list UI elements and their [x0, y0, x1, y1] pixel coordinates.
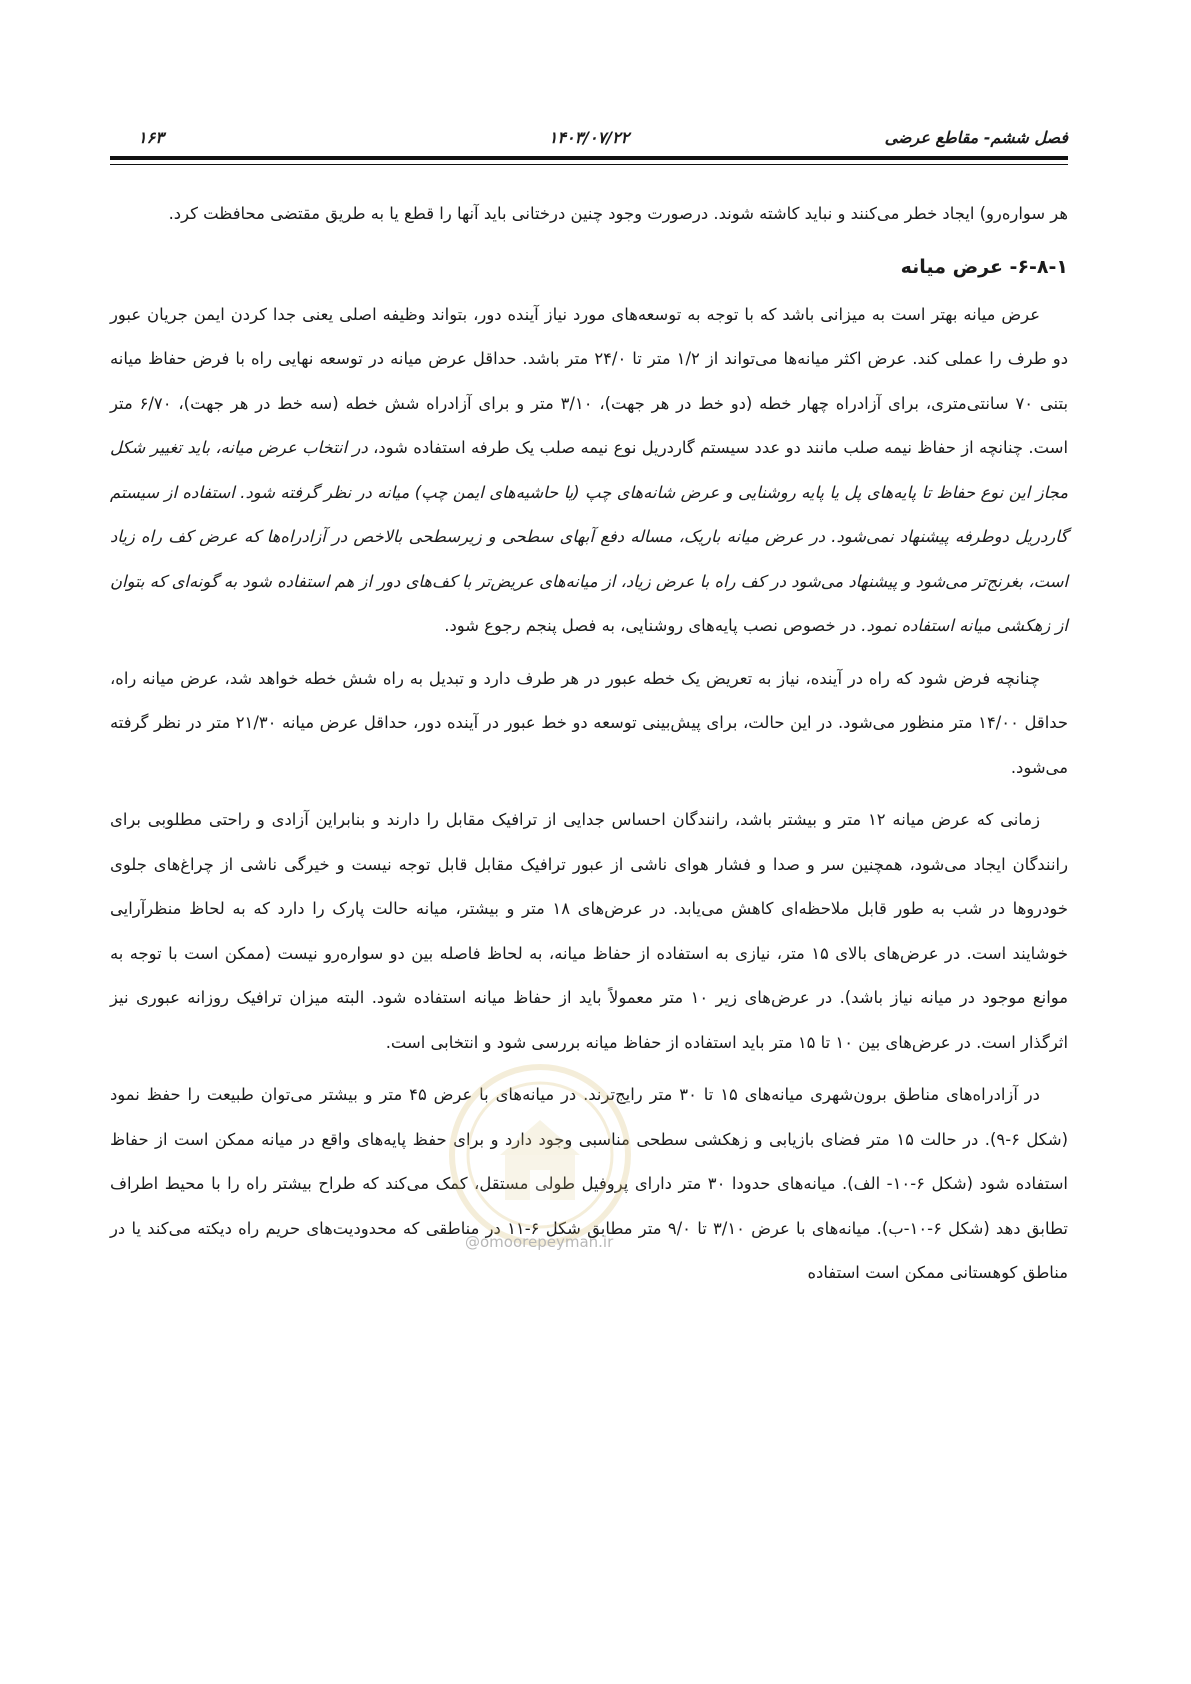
paragraph-median-width	[110, 293, 1068, 649]
header-rule-thick	[110, 156, 1068, 160]
paragraph-future-widening: چنانچه فرض شود که راه در آینده، نیاز به تعریض یک خطه عبور در هر طرف دارد و تبدیل به راه شش خطه خواهد شد، عرض میانه راه، حداقل ۱۴/۰۰ متر منظور می‌شود. در این حالت، برای پیش‌بینی توسعه دو خط عبور در آینده دور، حداقل عرض میانه ۲۱/۳۰ متر در نظر گرفته می‌شود.	[110, 668, 1068, 777]
paragraph-text: در خصوص نصب پایه‌های روشنایی، به فصل پنجم رجوع شود.	[444, 616, 862, 635]
page-body	[110, 192, 1068, 1304]
section-heading: ۶-۸-۱- عرض میانه	[900, 255, 1068, 278]
paragraph-driver-comfort: زمانی که عرض میانه ۱۲ متر و بیشتر باشد، رانندگان احساس جدایی از ترافیک مقابل را دارند و بنابراین آزادی و راحتی مطلوبی برای رانندگان ایجاد می‌شود، همچنین سر و صدا و فشار هوای ناشی از عبور ترافیک مقابل قابل توجه نیست و خیرگی ناشی از چراغ‌های جلوی خودروها در شب به طور قابل ملاحظه‌ای کاهش می‌یابد. در عرض‌های ۱۸ متر و بیشتر، میانه حالت پارک را دارد که به لحاظ منظرآرایی خوشایند است. در عرض‌های بالای ۱۵ متر، نیازی به استفاده از حفاظ میانه، به لحاظ فاصله بین دو سواره‌رو نیست (ممکن است با توجه به موانع موجود در میانه نیاز باشد). در عرض‌های زیر ۱۰ متر معمولاً باید از حفاظ میانه استفاده شود. البته میزان ترافیک روزانه عبوری نیز اثرگذار است. در عرض‌های بین ۱۰ تا ۱۵ متر باید استفاده از حفاظ میانه بررسی شود و انتخابی است.	[110, 810, 1068, 1052]
watermark-url: @omoorepeyman.ir	[465, 1233, 614, 1251]
paragraph-text: عرض میانه بهتر است به میزانی باشد که با توجه به توسعه‌های مورد نیاز آینده دور، بتواند وظیفه اصلی یعنی جدا کردن ایمن جریان عبور دو طرف را عملی کند. عرض اکثر میانه‌ها می‌تواند از ۱/۲ متر تا ۲۴/۰ متر باشد. حداقل عرض میانه در توسعه نهایی راه با فرض حفاظ میانه بتنی ۷۰ سانتی‌متری، برای آزادراه چهار خطه (دو خط در هر جهت)، ۳/۱۰ متر و برای آزادراه شش خطه (سه خط در هر جهت)، ۶/۷۰ متر است. چنانچه از حفاظ نیمه صلب مانند دو عدد سیستم گاردریل نوع نیمه صلب یک طرفه استفاده شود،	[110, 304, 1069, 457]
page-header	[110, 128, 1068, 150]
italic-passage: در انتخاب عرض میانه، باید تغییر شکل مجاز این نوع حفاظ تا پایه‌های پل یا پایه روشنایی و عرض شانه‌های چپ (یا حاشیه‌های ایمن چپ) میانه در نظر گرفته شود. استفاده از سیستم گاردریل دوطرفه پیشنهاد نمی‌شود. در عرض میانه باریک، مساله دفع آبهای سطحی و زیرسطحی بالاخص در آزادراه‌ها که عرض کف راه زیاد است، بغرنج‌تر می‌شود و پیشنهاد می‌شود در کف راه با عرض زیاد، از میانه‌های عریض‌تر با کف‌های دور از هم استفاده شود به گونه‌ای که بتوان از زهکشی میانه استفاده نمود.	[110, 438, 1068, 635]
header-rule-thin	[110, 164, 1068, 165]
paragraph-rural-freeways: در آزادراه‌های مناطق برون‌شهری میانه‌های ۱۵ تا ۳۰ متر رایج‌ترند. در میانه‌های با عرض ۴۵ متر و بیشتر می‌توان طبیعت را حفظ نمود (شکل ۶-۹). در حالت ۱۵ متر فضای بازیابی و زهکشی سطحی مناسبی وجود دارد و برای حفظ پایه‌های واقع در میانه ممکن است از حفاظ استفاده شود (شکل ۶-۱۰- الف). میانه‌های حدودا ۳۰ متر دارای پروفیل طولی مستقل، کمک می‌کند که طراح بیشتر راه را با محیط اطراف تطابق دهد (شکل ۶-۱۰-ب). میانه‌های با عرض ۳/۱۰ تا ۹/۰ متر مطابق شکل ۶-۱۱ در مناطقی که محدودیت‌های حریم راه دیکته می‌کند یا در مناطق کوهستانی ممکن است استفاده	[110, 1085, 1068, 1282]
page-number: ۱۶۳	[138, 128, 164, 147]
paragraph-continued: هر سواره‌رو) ایجاد خطر می‌کنند و نباید کاشته شوند. درصورت وجود چنین درختانی باید آنها را قطع یا به طریق مقتضی محافظت کرد.	[168, 204, 1068, 223]
header-date: ۱۴۰۳/۰۷/۲۲	[548, 128, 630, 147]
chapter-title: فصل ششم- مقاطع عرضی	[884, 128, 1068, 147]
